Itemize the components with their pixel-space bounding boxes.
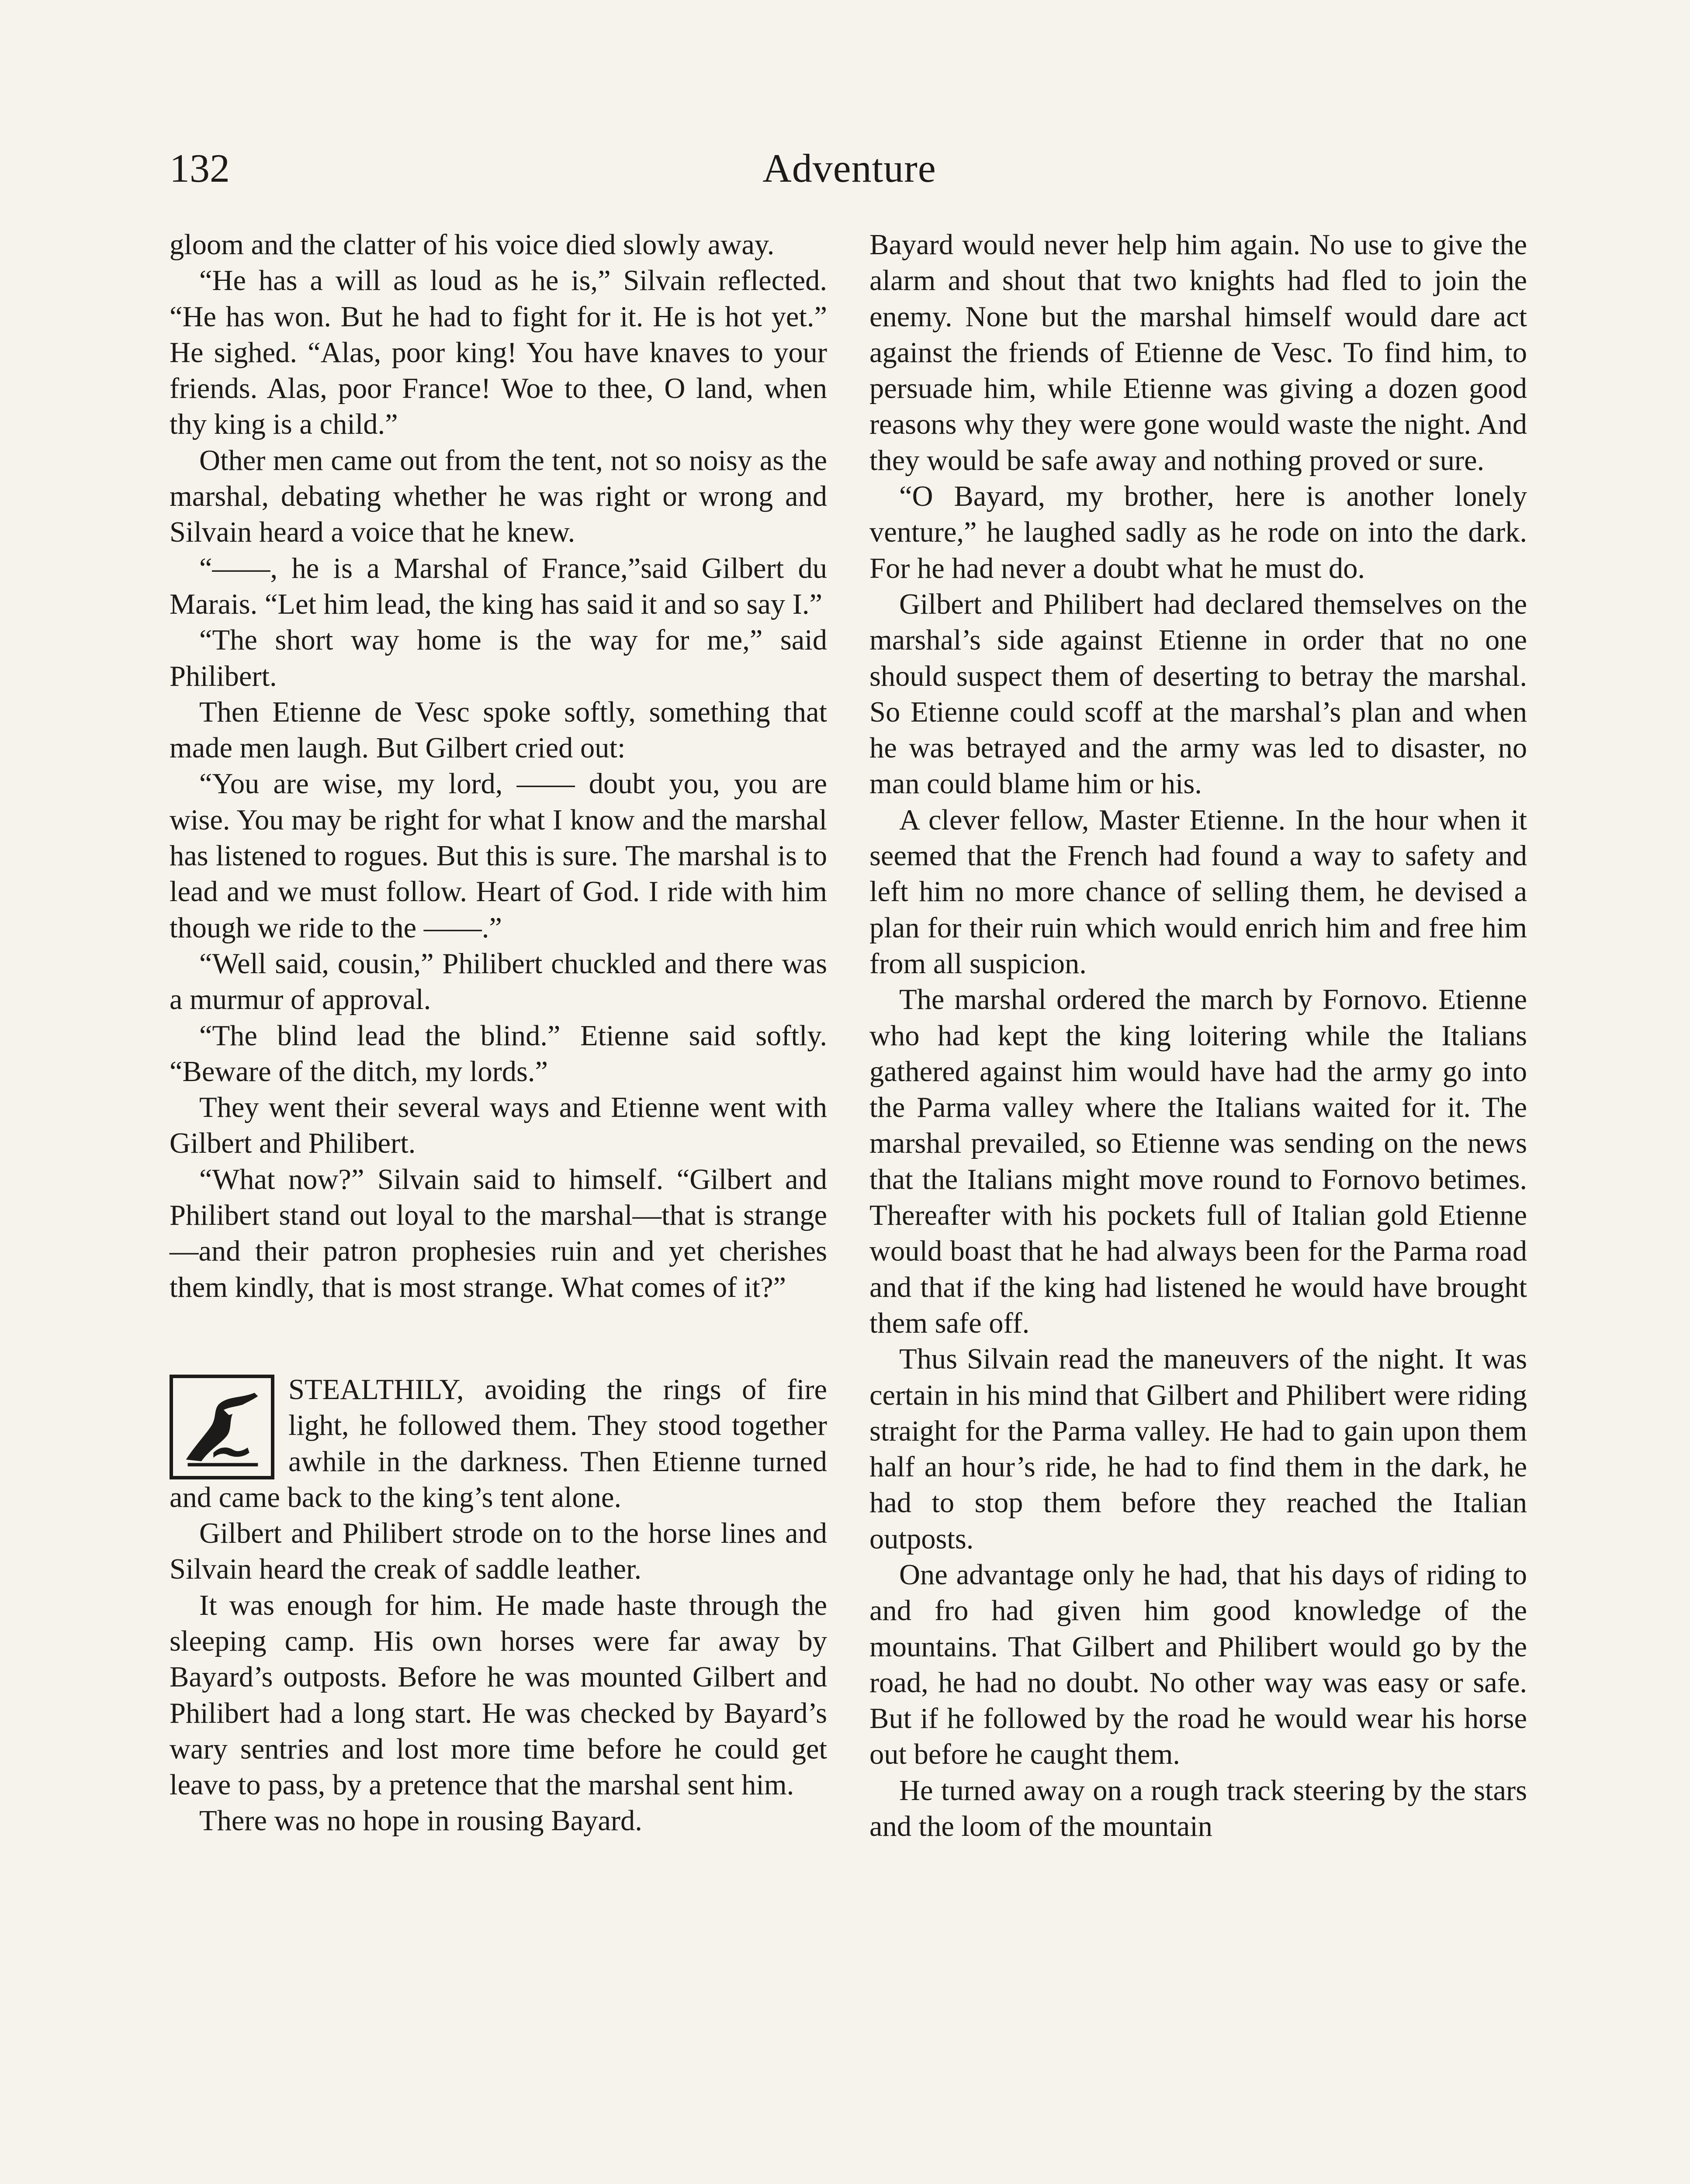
dropcap-illustration-icon [179, 1384, 265, 1470]
paragraph: He turned away on a rough track steering by the stars and the loom of the mountain [869, 1774, 1527, 1843]
right-column [869, 227, 1527, 1845]
left-column [170, 227, 827, 1839]
paragraph: The marshal ordered the march by Fornovo. Etienne who had kept the king loitering while the Italians gathered against him would have had the army go into the Parma valley where the Italians waited for it. The marshal prevailed, so Etienne was sending on the news that the Italians might move round to Fornovo betimes. Thereafter with his pockets full of Italian gold Etienne would boast that he had always been for the Parma road and that if the king had listened he would have brought them safe off. [869, 984, 1527, 1339]
section-break [170, 1306, 827, 1372]
magazine-title: Adventure [762, 146, 936, 190]
paragraph: “What now?” Silvain said to himself. “Gilbert and Philibert stand out loyal to the marshal—that is strange—and their patron prophesies ruin and yet cherishes them kindly, that is most strange. What comes of it?” [170, 1163, 827, 1303]
page-number: 132 [170, 146, 230, 190]
paragraph: Gilbert and Philibert had declared themselves on the marshal’s side against Etienne in order that no one should suspect them of deserting to betray the marshal. So Etienne could scoff at the marshal’s plan and when he was betrayed and the army was led to disaster, no man could blame him or his. [869, 588, 1527, 800]
paragraph: Bayard would never help him again. No use to give the alarm and shout that two knights had fled to join the enemy. None but the marshal himself would dare act against the friends of Etienne de Vesc. To find him, to persuade him, while Etienne was giving a dozen good reasons why they were gone would waste the night. And they would be safe away and nothing proved or sure. [869, 229, 1527, 477]
dropcap-illustration-icon [170, 1375, 274, 1479]
paragraph: There was no hope in rousing Bayard. [199, 1805, 642, 1837]
paragraph: “He has a will as loud as he is,” Silvain reflected. “He has won. But he had to fight for it. He is hot yet.” He sighed. “Alas, poor king! You have knaves to your friends. Alas, poor France! Woe to thee, O land, when thy king is a child.” [170, 265, 827, 441]
paragraph: “O Bayard, my brother, here is another lonely venture,” he laughed sadly as he rode on into the dark. For he had never a doubt what he must do. [869, 480, 1527, 584]
paragraph: STEALTHILY, avoiding the rings of fire light, he followed them. They stood together awhile in the darkness. Then Etienne turned and came back to the king’s tent alone. [170, 1373, 827, 1514]
paragraph: A clever fellow, Master Etienne. In the hour when it seemed that the French had found a way to safety and left him no more chance of selling them, he devised a plan for their ruin which would enrich him and free him from all suspicion. [869, 804, 1527, 980]
paragraph: gloom and the clatter of his voice died slowly away. [170, 229, 775, 261]
paragraph: They went their several ways and Etienne went with Gilbert and Philibert. [170, 1092, 827, 1160]
page-header [170, 140, 1529, 197]
paragraph: It was enough for him. He made haste through the sleeping camp. His own horses were far away by Bayard’s outposts. Before he was mounted Gilbert and Philibert had a long start. He was checked by Bayard’s wary sentries and lost more time before he could get leave to pass, by a pretence that the marshal sent him. [170, 1589, 827, 1801]
paragraph: “The short way home is the way for me,” said Philibert. [170, 624, 827, 692]
paragraph: “——, he is a Marshal of France,”said Gilbert du Marais. “Let him lead, the king has said it and so say I.” [170, 552, 827, 620]
paragraph: Gilbert and Philibert strode on to the horse lines and Silvain heard the creak of saddle leather. [170, 1517, 827, 1586]
paragraph: “You are wise, my lord, —— doubt you, you are wise. You may be right for what I know and the marshal has listened to rogues. But this is sure. The marshal is to lead and we must follow. Heart of God. I ride with him though we ride to the ——.” [170, 768, 827, 944]
paragraph: Thus Silvain read the maneuvers of the night. It was certain in his mind that Gilbert and Philibert were riding straight for the Parma valley. He had to gain upon them half an hour’s ride, he had to find them in the dark, he had to stop them before they reached the Italian outposts. [869, 1343, 1527, 1555]
paragraph: “The blind lead the blind.” Etienne said softly. “Beware of the ditch, my lords.” [170, 1019, 827, 1088]
paragraph: Then Etienne de Vesc spoke softly, something that made men laugh. But Gilbert cried out: [170, 696, 827, 764]
paragraph: Other men came out from the tent, not so noisy as the marshal, debating whether he was right or wrong and Silvain heard a voice that he knew. [170, 444, 827, 549]
paragraph: One advantage only he had, that his days of riding to and fro had given him good knowledge of the mountains. That Gilbert and Philibert would go by the road, he had no doubt. No other way was easy or safe. But if he followed by the road he would wear his horse out before he caught them. [869, 1559, 1527, 1771]
paragraph: “Well said, cousin,” Philibert chuckled and there was a murmur of approval. [170, 947, 827, 1016]
